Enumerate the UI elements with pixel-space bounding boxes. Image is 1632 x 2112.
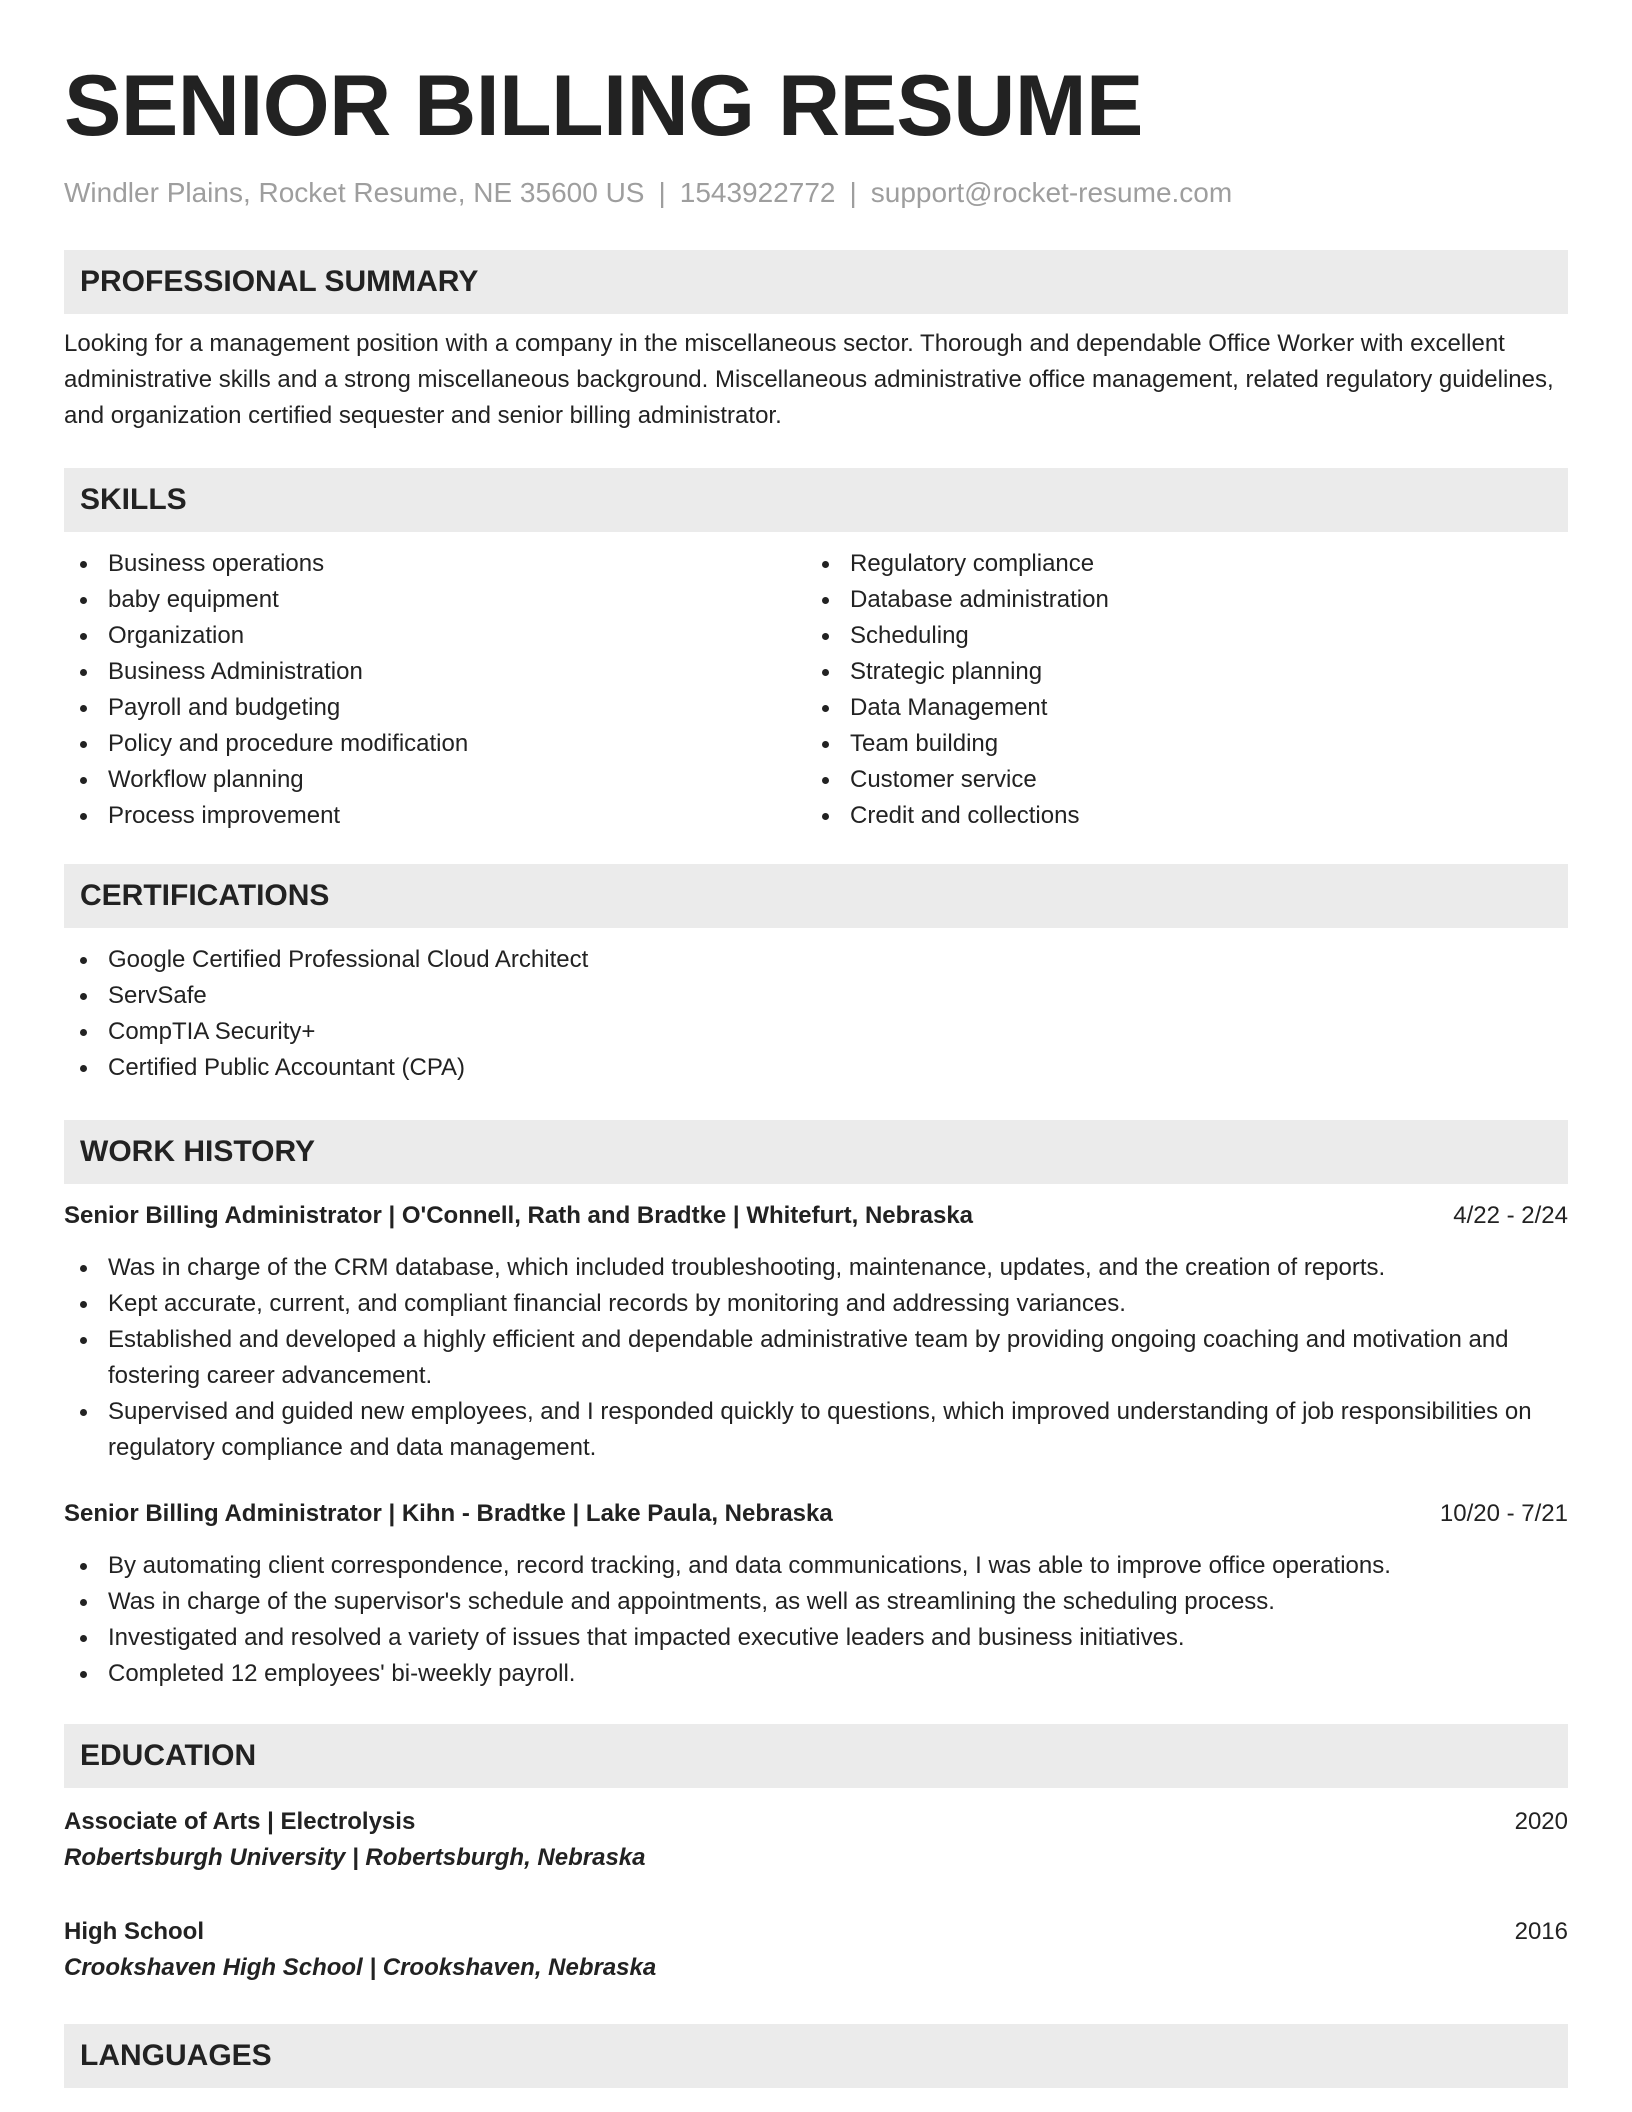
job-title: Senior Billing Administrator | Kihn - Bradtke | Lake Paula, Nebraska <box>64 1500 833 1527</box>
section-heading-languages: LANGUAGES <box>64 2024 1568 2088</box>
skills-grid <box>64 546 1568 834</box>
job-header <box>64 1496 1568 1532</box>
resume-page <box>64 0 1568 2088</box>
skills-list-right <box>806 546 1548 834</box>
resume-title: SENIOR BILLING RESUME <box>64 58 1143 154</box>
job-bullet: Supervised and guided new employees, and I responded quickly to questions, which improved understanding of job responsibilities on regulatory compliance and data management. <box>64 1394 1568 1466</box>
section-heading-work-history: WORK HISTORY <box>64 1120 1568 1184</box>
skills-list-left <box>64 546 806 834</box>
section-heading-skills: SKILLS <box>64 468 1568 532</box>
education-header <box>64 1914 1568 1950</box>
job-bullet: Was in charge of the CRM database, which included troubleshooting, maintenance, updates, and the creation of reports. <box>64 1250 1568 1286</box>
education-degree: Associate of Arts | Electrolysis <box>64 1808 416 1835</box>
skill-item: Data Management <box>806 690 1548 726</box>
contact-separator: | <box>849 177 857 208</box>
education-entry <box>64 1804 1568 1876</box>
job-dates: 4/22 - 2/24 <box>1453 1202 1568 1229</box>
skill-item: Policy and procedure modification <box>64 726 806 762</box>
skill-item: Workflow planning <box>64 762 806 798</box>
job-bullet: Investigated and resolved a variety of issues that impacted executive leaders and business initiatives. <box>64 1620 1568 1656</box>
skill-item: Business Administration <box>64 654 806 690</box>
job-title: Senior Billing Administrator | O'Connell, Rath and Bradtke | Whitefurt, Nebraska <box>64 1202 974 1229</box>
skill-item: Business operations <box>64 546 806 582</box>
job-bullet: Kept accurate, current, and compliant financial records by monitoring and addressing variances. <box>64 1286 1568 1322</box>
education-header <box>64 1804 1568 1840</box>
job-bullet: Established and developed a highly efficient and dependable administrative team by providing ongoing coaching and motivation and fostering career advancement. <box>64 1322 1568 1394</box>
education-school: Crookshaven High School | Crookshaven, Nebraska <box>64 1954 657 1981</box>
section-heading-certifications: CERTIFICATIONS <box>64 864 1568 928</box>
certification-item: ServSafe <box>64 978 1568 1014</box>
job-dates: 10/20 - 7/21 <box>1439 1500 1568 1527</box>
education-entry <box>64 1914 1568 1986</box>
certification-item: Certified Public Accountant (CPA) <box>64 1050 1568 1086</box>
job-bullets <box>64 1548 1568 1692</box>
job-bullet: Completed 12 employees' bi-weekly payroll. <box>64 1656 1568 1692</box>
skill-item: baby equipment <box>64 582 806 618</box>
contact-line <box>64 176 1568 210</box>
job-bullet: By automating client correspondence, record tracking, and data communications, I was able to improve office operations. <box>64 1548 1568 1584</box>
skill-item: Organization <box>64 618 806 654</box>
contact-phone: 1543922772 <box>679 177 836 208</box>
skill-item: Process improvement <box>64 798 806 834</box>
job-bullets <box>64 1250 1568 1466</box>
job-header <box>64 1198 1568 1234</box>
certification-item: CompTIA Security+ <box>64 1014 1568 1050</box>
skill-item: Team building <box>806 726 1548 762</box>
certifications-list <box>64 942 1568 1086</box>
certification-item: Google Certified Professional Cloud Architect <box>64 942 1568 978</box>
skill-item: Payroll and budgeting <box>64 690 806 726</box>
contact-email[interactable]: support@rocket-resume.com <box>870 177 1233 208</box>
skill-item: Database administration <box>806 582 1548 618</box>
summary-text: Looking for a management position with a company in the miscellaneous sector. Thorough and dependable Office Worker with excellent administrative skills and a strong miscellaneous background. Miscellaneous administrative office management, related regulatory guidelines, and organization certified sequester and senior billing administrator. <box>64 330 1554 429</box>
skill-item: Scheduling <box>806 618 1548 654</box>
contact-separator: | <box>658 177 666 208</box>
education-year: 2016 <box>1514 1918 1568 1945</box>
job-bullet: Was in charge of the supervisor's schedule and appointments, as well as streamlining the scheduling process. <box>64 1584 1568 1620</box>
job-entry <box>64 1198 1568 1466</box>
job-entry <box>64 1496 1568 1692</box>
skill-item: Strategic planning <box>806 654 1548 690</box>
skill-item: Regulatory compliance <box>806 546 1548 582</box>
education-year: 2020 <box>1514 1808 1568 1835</box>
contact-address: Windler Plains, Rocket Resume, NE 35600 US <box>64 177 645 208</box>
education-degree: High School <box>64 1918 204 1945</box>
education-school: Robertsburgh University | Robertsburgh, Nebraska <box>64 1844 646 1871</box>
skill-item: Credit and collections <box>806 798 1548 834</box>
skill-item: Customer service <box>806 762 1548 798</box>
section-heading-education: EDUCATION <box>64 1724 1568 1788</box>
section-heading-summary: PROFESSIONAL SUMMARY <box>64 250 1568 314</box>
